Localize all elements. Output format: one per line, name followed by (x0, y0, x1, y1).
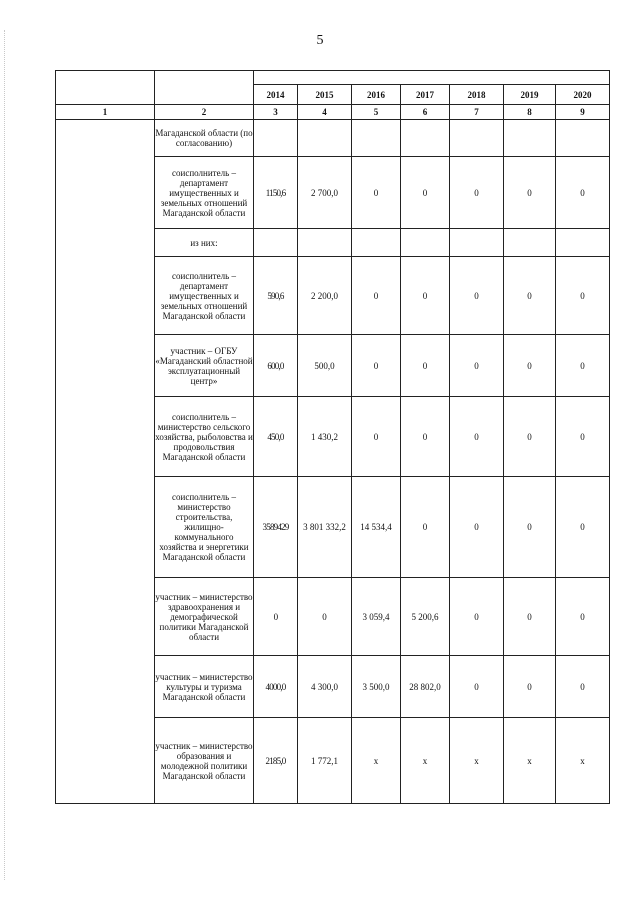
executor-cell: Магаданской области (по согласованию) (155, 120, 254, 157)
value-cell: 590,6 (254, 257, 298, 335)
value-cell: x (352, 718, 401, 804)
column-number: 7 (450, 105, 504, 120)
value-cell (450, 120, 504, 157)
column-number: 6 (401, 105, 450, 120)
value-cell: 0 (504, 257, 556, 335)
value-cell: 0 (504, 477, 556, 578)
value-cell: 0 (556, 157, 610, 229)
header-cell-col2 (155, 71, 254, 105)
value-cell: 0 (254, 578, 298, 656)
value-cell (298, 120, 352, 157)
executor-cell: соисполнитель – министерство сельского хозяйства, рыболовства и продовольствия Магаданской области (155, 397, 254, 477)
value-cell: 3 801 332,2 (298, 477, 352, 578)
value-cell: 0 (401, 157, 450, 229)
year-header: 2016 (352, 85, 401, 105)
value-cell: 4000,0 (254, 656, 298, 718)
value-cell (352, 120, 401, 157)
value-cell (401, 229, 450, 257)
value-cell: 0 (401, 335, 450, 397)
goal-cell-empty (56, 120, 155, 804)
value-cell: 0 (450, 578, 504, 656)
value-cell: 0 (504, 656, 556, 718)
header-cell-col1 (56, 71, 155, 105)
value-cell: 2 200,0 (298, 257, 352, 335)
column-number: 2 (155, 105, 254, 120)
value-cell: 0 (556, 257, 610, 335)
value-cell (298, 229, 352, 257)
value-cell (352, 229, 401, 257)
value-cell: 0 (401, 257, 450, 335)
value-cell: 0 (556, 477, 610, 578)
value-cell: 0 (401, 477, 450, 578)
table-row (56, 120, 610, 157)
value-cell: x (504, 718, 556, 804)
value-cell: 1 772,1 (298, 718, 352, 804)
executor-cell: участник – министерство культуры и туризма Магаданской области (155, 656, 254, 718)
value-cell (401, 120, 450, 157)
value-cell: x (450, 718, 504, 804)
value-cell: 0 (352, 257, 401, 335)
value-cell (504, 120, 556, 157)
year-header: 2019 (504, 85, 556, 105)
column-number: 3 (254, 105, 298, 120)
value-cell (254, 120, 298, 157)
executor-cell: соисполнитель – департамент имущественных и земельных отношений Магаданской области (155, 157, 254, 229)
value-cell: 0 (556, 335, 610, 397)
executor-cell: соисполнитель – департамент имущественных и земельных отношений Магаданской области (155, 257, 254, 335)
value-cell: 0 (352, 335, 401, 397)
value-cell: 28 802,0 (401, 656, 450, 718)
year-header: 2017 (401, 85, 450, 105)
executor-cell: соисполнитель – министерство строительства, жилищно-коммунального хозяйства и энергетики Магаданской области (155, 477, 254, 578)
year-header: 2015 (298, 85, 352, 105)
header-top-row (56, 71, 610, 85)
value-cell (556, 120, 610, 157)
value-cell: 0 (504, 578, 556, 656)
year-header: 2018 (450, 85, 504, 105)
budget-table (55, 70, 610, 804)
value-cell: 0 (450, 656, 504, 718)
value-cell: 14 534,4 (352, 477, 401, 578)
value-cell: 1150,6 (254, 157, 298, 229)
executor-cell: участник – министерство здравоохранения и демографической политики Магаданской области (155, 578, 254, 656)
column-number: 4 (298, 105, 352, 120)
value-cell: 0 (504, 397, 556, 477)
value-cell (450, 229, 504, 257)
column-number-row (56, 105, 610, 120)
value-cell: 2185,0 (254, 718, 298, 804)
value-cell: 4 300,0 (298, 656, 352, 718)
value-cell: 0 (450, 477, 504, 578)
value-cell: 2 700,0 (298, 157, 352, 229)
value-cell: 3589429 (254, 477, 298, 578)
value-cell: 0 (298, 578, 352, 656)
header-cell-years-group (254, 71, 610, 85)
value-cell: 3 500,0 (352, 656, 401, 718)
value-cell: 0 (450, 335, 504, 397)
value-cell: 0 (450, 157, 504, 229)
executor-cell: из них: (155, 229, 254, 257)
value-cell: 450,0 (254, 397, 298, 477)
executor-cell: участник – ОГБУ «Магаданский областной эксплуатационный центр» (155, 335, 254, 397)
value-cell: 0 (401, 397, 450, 477)
value-cell: x (556, 718, 610, 804)
column-number: 1 (56, 105, 155, 120)
value-cell: 600,0 (254, 335, 298, 397)
value-cell: 5 200,6 (401, 578, 450, 656)
year-header: 2020 (556, 85, 610, 105)
value-cell: 0 (504, 157, 556, 229)
page-number: 5 (316, 33, 324, 48)
value-cell: 0 (352, 157, 401, 229)
margin-dots (4, 30, 6, 880)
value-cell: 0 (556, 578, 610, 656)
value-cell: 0 (450, 397, 504, 477)
value-cell: 1 430,2 (298, 397, 352, 477)
value-cell: 0 (450, 257, 504, 335)
value-cell: 0 (352, 397, 401, 477)
value-cell: 0 (556, 397, 610, 477)
column-number: 5 (352, 105, 401, 120)
column-number: 9 (556, 105, 610, 120)
value-cell: 0 (556, 656, 610, 718)
value-cell (504, 229, 556, 257)
year-header: 2014 (254, 85, 298, 105)
value-cell: x (401, 718, 450, 804)
value-cell: 500,0 (298, 335, 352, 397)
executor-cell: участник – министерство образования и молодежной политики Магаданской области (155, 718, 254, 804)
value-cell (556, 229, 610, 257)
table-body (56, 71, 610, 804)
value-cell: 0 (504, 335, 556, 397)
value-cell (254, 229, 298, 257)
column-number: 8 (504, 105, 556, 120)
value-cell: 3 059,4 (352, 578, 401, 656)
